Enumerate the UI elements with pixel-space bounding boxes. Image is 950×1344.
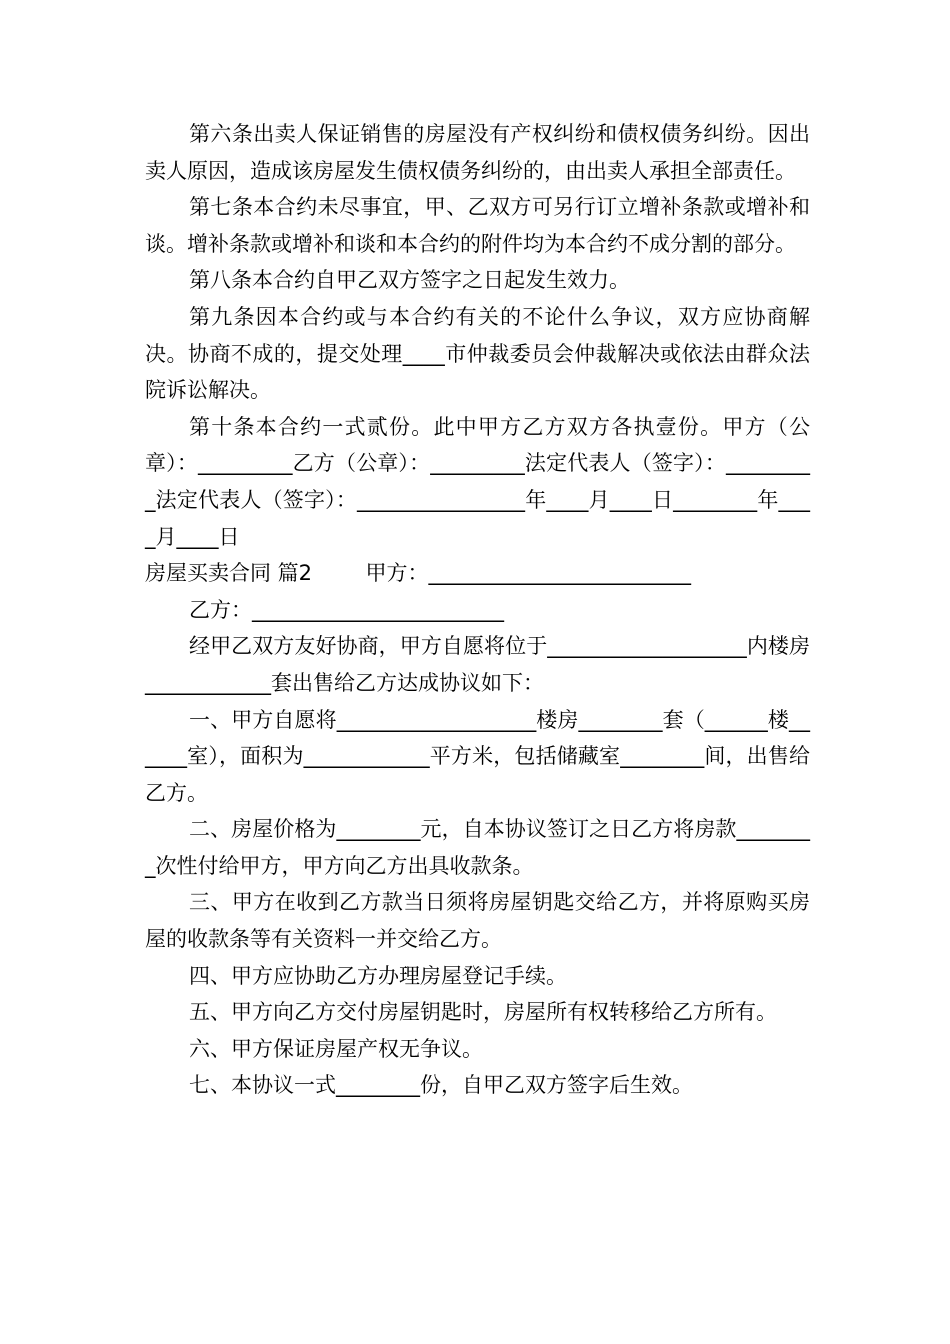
item-7-paragraph: 七、本协议一式________份，自甲乙双方签字后生效。 — [189, 1073, 693, 1098]
party-b-line: 乙方：________________________ — [189, 597, 504, 622]
clause-8-paragraph: 第八条本合约自甲乙双方签字之日起发生效力。 — [189, 268, 630, 293]
document-body — [145, 116, 810, 1104]
item-5-paragraph: 五、甲方向乙方交付房屋钥匙时，房屋所有权转移给乙方所有。 — [189, 1000, 777, 1025]
item-1-paragraph: 一、甲方自愿将___________________楼房________套（______楼______室），面积为____________平方米，包括储藏室________间，出售给乙方。 — [145, 707, 810, 805]
item-3-paragraph: 三、甲方在收到乙方款当日须将房屋钥匙交给乙方，并将原购买房屋的收款条等有关资料一并交给乙方。 — [145, 890, 810, 952]
clause-9-paragraph: 第九条因本合约或与本合约有关的不论什么争议，双方应协商解决。协商不成的，提交处理____市仲裁委员会仲裁解决或依法由群众法院诉讼解决。 — [145, 304, 810, 403]
contract-2-heading-party-a: 房屋买卖合同 篇2 甲方：_________________________ — [145, 561, 691, 586]
clause-6-paragraph: 第六条出卖人保证销售的房屋没有产权纠纷和债权债务纠纷。因出卖人原因，造成该房屋发生债权债务纠纷的，由出卖人承担全部责任。 — [145, 122, 810, 183]
item-2-paragraph: 二、房屋价格为________元，自本协议签订之日乙方将房款________次性付给甲方，甲方向乙方出具收款条。 — [145, 817, 810, 878]
agreement-intro-paragraph: 经甲乙双方友好协商，甲方自愿将位于___________________内楼房____________套出售给乙方达成协议如下： — [145, 634, 810, 695]
clause-7-paragraph: 第七条本合约未尽事宜，甲、乙双方可另行订立增补条款或增补和谈。增补条款或增补和谈和本合约的附件均为本合约不成分割的部分。 — [145, 195, 810, 256]
clause-10-signature-paragraph: 第十条本合约一式贰份。此中甲方乙方双方各执壹份。甲方（公章）：_________乙方（公章）：_________法定代表人（签字）：_________法定代表人（签字）：________________年____月____日________年____月____日 — [145, 414, 810, 549]
item-4-paragraph: 四、甲方应协助乙方办理房屋登记手续。 — [189, 963, 567, 988]
item-6-paragraph: 六、甲方保证房屋产权无争议。 — [189, 1036, 483, 1061]
